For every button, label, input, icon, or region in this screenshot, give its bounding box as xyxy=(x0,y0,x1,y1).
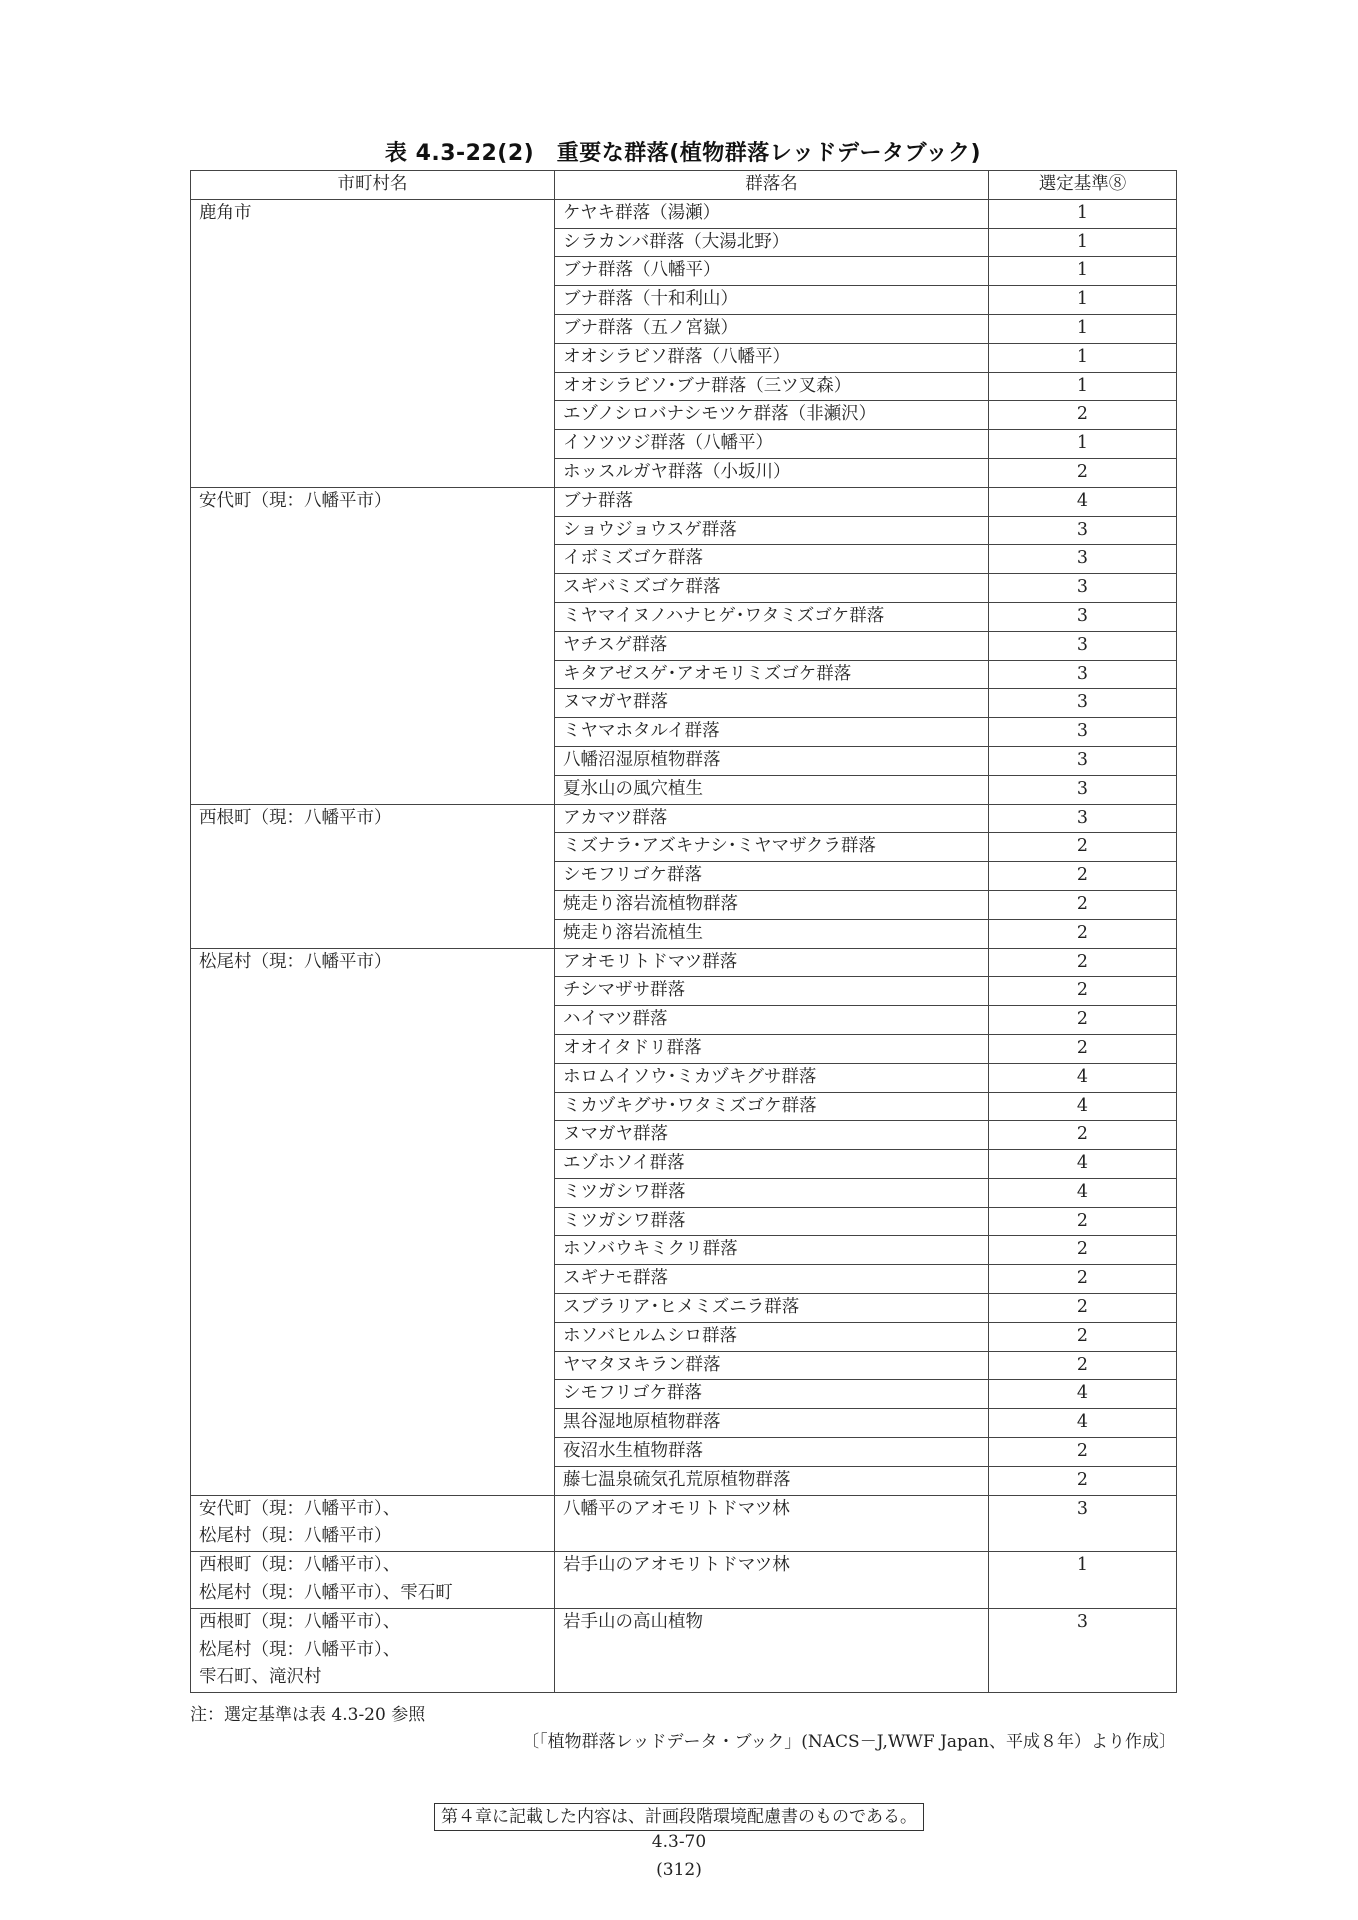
community-name-cell: シモフリゴケ群落 xyxy=(555,862,989,891)
community-name-cell: ホソバウキミクリ群落 xyxy=(555,1236,989,1265)
table-note: 注：選定基準は表 4.3-20 参照 xyxy=(190,1705,426,1725)
community-name-cell: ミヤマホタルイ群落 xyxy=(555,718,989,747)
municipality-line: 安代町（現：八幡平市）、 xyxy=(199,1498,401,1519)
criterion-cell: 4 xyxy=(989,487,1177,516)
community-name-cell: オオシラビソ･ブナ群落（三ツ叉森） xyxy=(555,372,989,401)
criterion-cell: 1 xyxy=(989,199,1177,228)
community-name-cell: 八幡沼湿原植物群落 xyxy=(555,746,989,775)
criterion-cell: 3 xyxy=(989,602,1177,631)
criterion-cell: 2 xyxy=(989,1438,1177,1467)
table-body xyxy=(191,199,1177,1692)
criterion-cell: 4 xyxy=(989,1063,1177,1092)
header-municipality: 市町村名 xyxy=(191,171,555,200)
community-name-cell: ブナ群落（十和利山） xyxy=(555,286,989,315)
community-name-cell: スブラリア･ヒメミズニラ群落 xyxy=(555,1294,989,1323)
criterion-cell: 2 xyxy=(989,1294,1177,1323)
criterion-cell: 2 xyxy=(989,1236,1177,1265)
community-name-cell: チシマザサ群落 xyxy=(555,977,989,1006)
criterion-cell: 3 xyxy=(989,545,1177,574)
criterion-cell: 1 xyxy=(989,343,1177,372)
community-name-cell: ミヤマイヌノハナヒゲ･ワタミズゴケ群落 xyxy=(555,602,989,631)
criterion-cell: 3 xyxy=(989,660,1177,689)
community-name-cell: キタアゼスゲ･アオモリミズゴケ群落 xyxy=(555,660,989,689)
municipality-cell xyxy=(191,1552,555,1609)
criterion-cell: 2 xyxy=(989,1466,1177,1495)
criterion-cell: 2 xyxy=(989,1121,1177,1150)
community-name-cell: スギナモ群落 xyxy=(555,1265,989,1294)
community-name-cell: ブナ群落（八幡平） xyxy=(555,257,989,286)
community-name-cell: エゾノシロバナシモツケ群落（非瀬沢） xyxy=(555,401,989,430)
criterion-cell: 2 xyxy=(989,458,1177,487)
criterion-cell: 1 xyxy=(989,314,1177,343)
community-name-cell: ミツガシワ群落 xyxy=(555,1178,989,1207)
community-name-cell: シラカンバ群落（大湯北野） xyxy=(555,228,989,257)
community-name-cell: イソツツジ群落（八幡平） xyxy=(555,430,989,459)
community-name-cell: 夏氷山の風穴植生 xyxy=(555,775,989,804)
criterion-cell: 3 xyxy=(989,1495,1177,1552)
page-number: 4.3-70 xyxy=(651,1832,707,1852)
criterion-cell: 2 xyxy=(989,401,1177,430)
criterion-cell: 2 xyxy=(989,833,1177,862)
criterion-cell: 3 xyxy=(989,718,1177,747)
municipality-cell: 松尾村（現：八幡平市） xyxy=(191,948,555,1495)
table-row xyxy=(191,1608,1177,1692)
criterion-cell: 1 xyxy=(989,228,1177,257)
community-name-cell: ミズナラ･アズキナシ･ミヤマザクラ群落 xyxy=(555,833,989,862)
community-name-cell: ミツガシワ群落 xyxy=(555,1207,989,1236)
table-title: 表 4.3-22(2) 重要な群落(植物群落レッドデータブック) xyxy=(384,141,982,166)
community-name-cell: アオモリトドマツ群落 xyxy=(555,948,989,977)
community-name-cell: シモフリゴケ群落 xyxy=(555,1380,989,1409)
criterion-cell: 2 xyxy=(989,1322,1177,1351)
community-name-cell: ホッスルガヤ群落（小坂川） xyxy=(555,458,989,487)
municipality-cell: 西根町（現：八幡平市） xyxy=(191,804,555,948)
community-name-cell: スギバミズゴケ群落 xyxy=(555,574,989,603)
community-name-cell: ミカヅキグサ･ワタミズゴケ群落 xyxy=(555,1092,989,1121)
community-name-cell: アカマツ群落 xyxy=(555,804,989,833)
table-row xyxy=(191,1552,1177,1609)
community-name-cell: ブナ群落 xyxy=(555,487,989,516)
criterion-cell: 3 xyxy=(989,631,1177,660)
community-name-cell: ホロムイソウ･ミカヅキグサ群落 xyxy=(555,1063,989,1092)
criterion-cell: 3 xyxy=(989,516,1177,545)
municipality-line: 松尾村（現：八幡平市）、 xyxy=(199,1639,401,1660)
municipality-cell: 安代町（現：八幡平市） xyxy=(191,487,555,804)
community-name-cell: イボミズゴケ群落 xyxy=(555,545,989,574)
municipality-cell: 鹿角市 xyxy=(191,199,555,487)
criterion-cell: 3 xyxy=(989,775,1177,804)
municipality-cell xyxy=(191,1608,555,1692)
community-name-cell: ケヤキ群落（湯瀬） xyxy=(555,199,989,228)
criterion-cell: 3 xyxy=(989,1608,1177,1692)
community-name-cell: 黒谷湿地原植物群落 xyxy=(555,1409,989,1438)
criterion-cell: 2 xyxy=(989,1351,1177,1380)
criterion-cell: 4 xyxy=(989,1409,1177,1438)
criterion-cell: 3 xyxy=(989,689,1177,718)
municipality-line: 雫石町、滝沢村 xyxy=(199,1667,322,1688)
municipality-line: 西根町（現：八幡平市）、 xyxy=(199,1555,401,1576)
criterion-cell: 4 xyxy=(989,1380,1177,1409)
community-name-cell: オオシラビソ群落（八幡平） xyxy=(555,343,989,372)
table-header-row xyxy=(191,171,1177,200)
municipality-line: 松尾村（現：八幡平市） xyxy=(199,1526,392,1547)
header-community: 群落名 xyxy=(555,171,989,200)
page-sub-number: (312) xyxy=(656,1860,702,1880)
criterion-cell: 2 xyxy=(989,1006,1177,1035)
criterion-cell: 4 xyxy=(989,1150,1177,1179)
community-name-cell: ヌマガヤ群落 xyxy=(555,1121,989,1150)
community-name-cell: 夜沼水生植物群落 xyxy=(555,1438,989,1467)
criterion-cell: 3 xyxy=(989,746,1177,775)
criterion-cell: 2 xyxy=(989,977,1177,1006)
criterion-cell: 4 xyxy=(989,1178,1177,1207)
table-row xyxy=(191,1495,1177,1552)
table-row xyxy=(191,199,1177,228)
municipality-line: 松尾村（現：八幡平市）、雫石町 xyxy=(199,1583,453,1604)
criterion-cell: 2 xyxy=(989,890,1177,919)
criterion-cell: 1 xyxy=(989,1552,1177,1609)
community-name-cell: 藤七温泉硫気孔荒原植物群落 xyxy=(555,1466,989,1495)
community-name-cell: ブナ群落（五ノ宮嶽） xyxy=(555,314,989,343)
municipality-line: 西根町（現：八幡平市）、 xyxy=(199,1611,401,1632)
header-criterion: 選定基準⑧ xyxy=(989,171,1177,200)
criterion-cell: 2 xyxy=(989,948,1177,977)
criterion-cell: 2 xyxy=(989,1265,1177,1294)
source-citation: 〔「植物群落レッドデータ・ブック」(NACS－J,WWF Japan、平成８年）より作成〕 xyxy=(522,1732,1176,1752)
criterion-cell: 4 xyxy=(989,1092,1177,1121)
criterion-cell: 3 xyxy=(989,804,1177,833)
community-name-cell: ヌマガヤ群落 xyxy=(555,689,989,718)
criterion-cell: 2 xyxy=(989,1034,1177,1063)
community-name-cell: ヤチスゲ群落 xyxy=(555,631,989,660)
boxed-notice xyxy=(0,1803,1358,1831)
boxed-notice-text: 第４章に記載した内容は、計画段階環境配慮書のものである。 xyxy=(434,1803,924,1831)
community-name-cell: 八幡平のアオモリトドマツ林 xyxy=(555,1495,989,1552)
table-row xyxy=(191,804,1177,833)
community-name-cell: エゾホソイ群落 xyxy=(555,1150,989,1179)
community-name-cell: 焼走り溶岩流植生 xyxy=(555,919,989,948)
community-name-cell: ショウジョウスゲ群落 xyxy=(555,516,989,545)
community-name-cell: 岩手山のアオモリトドマツ林 xyxy=(555,1552,989,1609)
community-table xyxy=(190,170,1177,1693)
criterion-cell: 1 xyxy=(989,372,1177,401)
community-name-cell: ホソバヒルムシロ群落 xyxy=(555,1322,989,1351)
community-name-cell: ハイマツ群落 xyxy=(555,1006,989,1035)
criterion-cell: 1 xyxy=(989,257,1177,286)
criterion-cell: 3 xyxy=(989,574,1177,603)
community-name-cell: オオイタドリ群落 xyxy=(555,1034,989,1063)
criterion-cell: 2 xyxy=(989,919,1177,948)
criterion-cell: 1 xyxy=(989,430,1177,459)
table-row xyxy=(191,948,1177,977)
table-row xyxy=(191,487,1177,516)
criterion-cell: 2 xyxy=(989,1207,1177,1236)
criterion-cell: 2 xyxy=(989,862,1177,891)
community-name-cell: ヤマタヌキラン群落 xyxy=(555,1351,989,1380)
criterion-cell: 1 xyxy=(989,286,1177,315)
municipality-cell xyxy=(191,1495,555,1552)
community-name-cell: 岩手山の高山植物 xyxy=(555,1608,989,1692)
community-name-cell: 焼走り溶岩流植物群落 xyxy=(555,890,989,919)
